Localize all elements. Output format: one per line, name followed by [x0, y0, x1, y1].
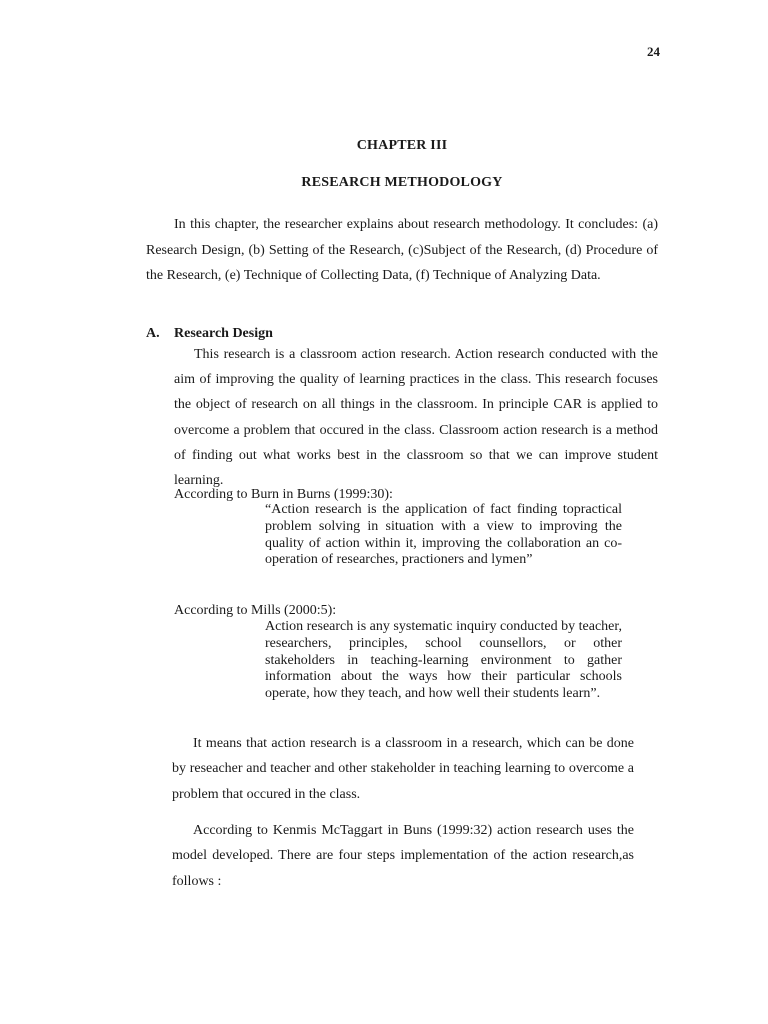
- citation-burn: According to Burn in Burns (1999:30):: [174, 487, 393, 502]
- block-quote-burn: “Action research is the application of fact finding topractical problem solving in situation with a view to improving the quality of action within it, improving the collaboration an co-operation of researches, practioners and lymen”: [265, 502, 622, 568]
- action-research-meaning-paragraph: It means that action research is a classroom in a research, which can be done by reseacher and teacher and other stakeholder in teaching learning to overcome a problem that occured in the class.: [172, 736, 634, 802]
- citation-mills: According to Mills (2000:5):: [174, 603, 337, 618]
- chapter-subtitle: RESEARCH METHODOLOGY: [301, 175, 503, 190]
- page-number: 24: [647, 44, 660, 59]
- research-design-paragraph: This research is a classroom action research. Action research conducted with the aim of improving the quality of learning practices in the class. This research focuses the object of research on all things in the classroom. In principle CAR is applied to overcome a problem that occured in the class. Classroom action research is a method of finding out what works best in the classroom so that we can improve student learning.: [174, 347, 658, 489]
- section-heading-research-design: [146, 326, 273, 342]
- kenmis-mctaggart-paragraph: According to Kenmis McTaggart in Buns (1999:32) action research uses the model developed. There are four steps implementation of the action research,as follows :: [172, 823, 634, 889]
- chapter-title: CHAPTER III: [356, 138, 448, 153]
- section-title: Research Design: [174, 326, 273, 341]
- intro-paragraph: In this chapter, the researcher explains about research methodology. It concludes: (a) Research Design, (b) Setting of the Research, (c)Subject of the Research, (d) Procedure of the Research, (e) Technique of Collecting Data, (f) Technique of Analyzing Data.: [146, 217, 658, 284]
- block-quote-mills: Action research is any systematic inquiry conducted by teacher, researchers, principles, school counsellors, or other stakeholders in teaching-learning environment to gather information about the ways how their particular schools operate, how they teach, and how well their students learn”.: [265, 619, 622, 702]
- section-number: A.: [146, 326, 160, 341]
